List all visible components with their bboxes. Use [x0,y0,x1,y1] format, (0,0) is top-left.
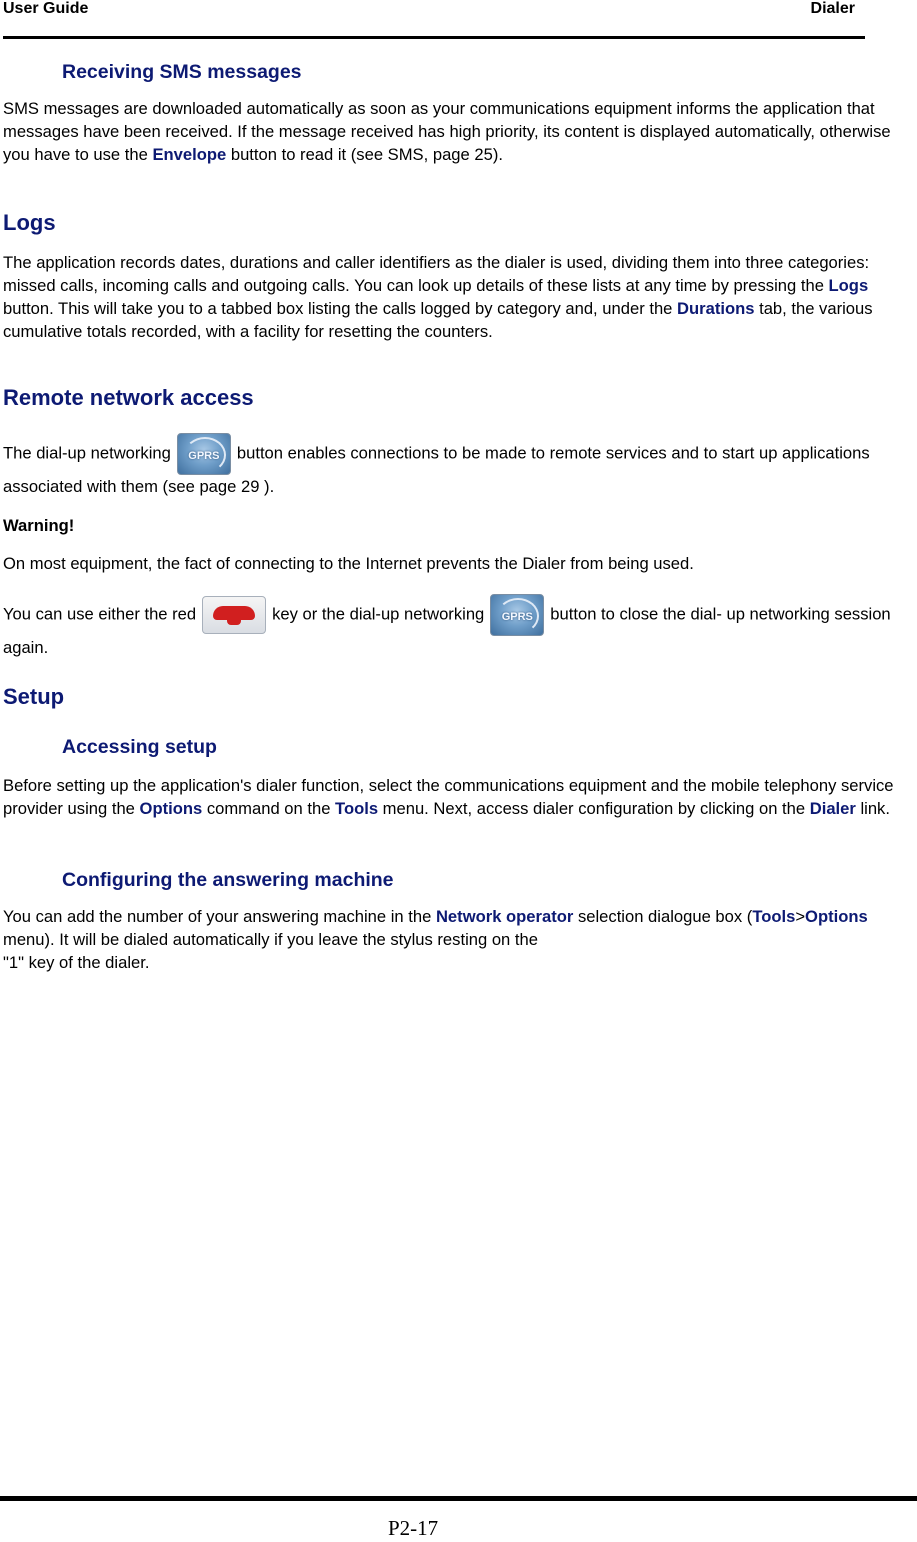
keyword-options: Options [139,799,203,818]
paragraph-close-session: You can use either the red key or the dial-up networking GPRS button to close the dial- up networking session again. [3,594,898,659]
warning-text: On most equipment, the fact of connecting to the Internet prevents the Dialer from being used. [3,554,694,573]
keyword-network-operator: Network operator [435,907,574,926]
keyword-logs: Logs [828,276,869,295]
keyword-dialer: Dialer [809,799,856,818]
keyword-durations: Durations [677,299,755,318]
header-left-title: User Guide [3,0,89,17]
heading-logs: Logs [3,210,56,235]
gprs-icon: GPRS [177,433,231,475]
keyword-envelope: Envelope [152,145,227,164]
paragraph-logs: The application records dates, durations and caller identifiers as the dialer is used, dividing them into three categories: missed calls, incoming calls and outgoing calls. You can look up details of these lists at any time by pressing the Logs button. This will take you to a tabbed box listing the calls logged by category and, under the Durations tab, the various cumulative totals recorded, with a facility for resetting the counters. [3,253,873,341]
heading-remote-network-access: Remote network access [3,385,254,410]
heading-setup: Setup [3,684,65,709]
footer-rule [0,1496,917,1501]
warning-label: Warning! [3,516,75,535]
paragraph-receiving-sms: SMS messages are downloaded automatically as soon as your communications equipment informs the application that messages have been received. If the message received has high priority, its content is displayed automatically, otherwise you have to use the Envelope button to read it (see SMS, page 25). [3,99,891,164]
keyword-tools: Tools [752,907,796,926]
paragraph-accessing-setup: Before setting up the application's dialer function, select the communications equipment and the mobile telephony service provider using the Options command on the Tools menu. Next, access dialer configuration by clicking on the Dialer link. [3,776,894,818]
gprs-icon: GPRS [490,594,544,636]
header-right-title: Dialer [810,0,855,17]
keyword-options: Options [805,907,868,926]
header-rule [3,36,865,39]
keyword-tools: Tools [335,799,379,818]
heading-accessing-setup: Accessing setup [62,736,217,758]
heading-answering-machine: Configuring the answering machine [62,869,394,891]
page-number: P2-17 [388,1516,439,1540]
paragraph-remote-access: The dial-up networking GPRS button enables connections to be made to remote services and to start up applications associated with them (see page 29 ). [3,433,898,498]
red-hangup-key-icon [202,596,266,634]
heading-receiving-sms: Receiving SMS messages [62,61,302,83]
paragraph-answering-machine: You can add the number of your answering machine in the Network operator selection dialogue box (Tools>Options menu). It will be dialed automatically if you leave the stylus resting on the "1" key of the dialer. [3,907,868,972]
